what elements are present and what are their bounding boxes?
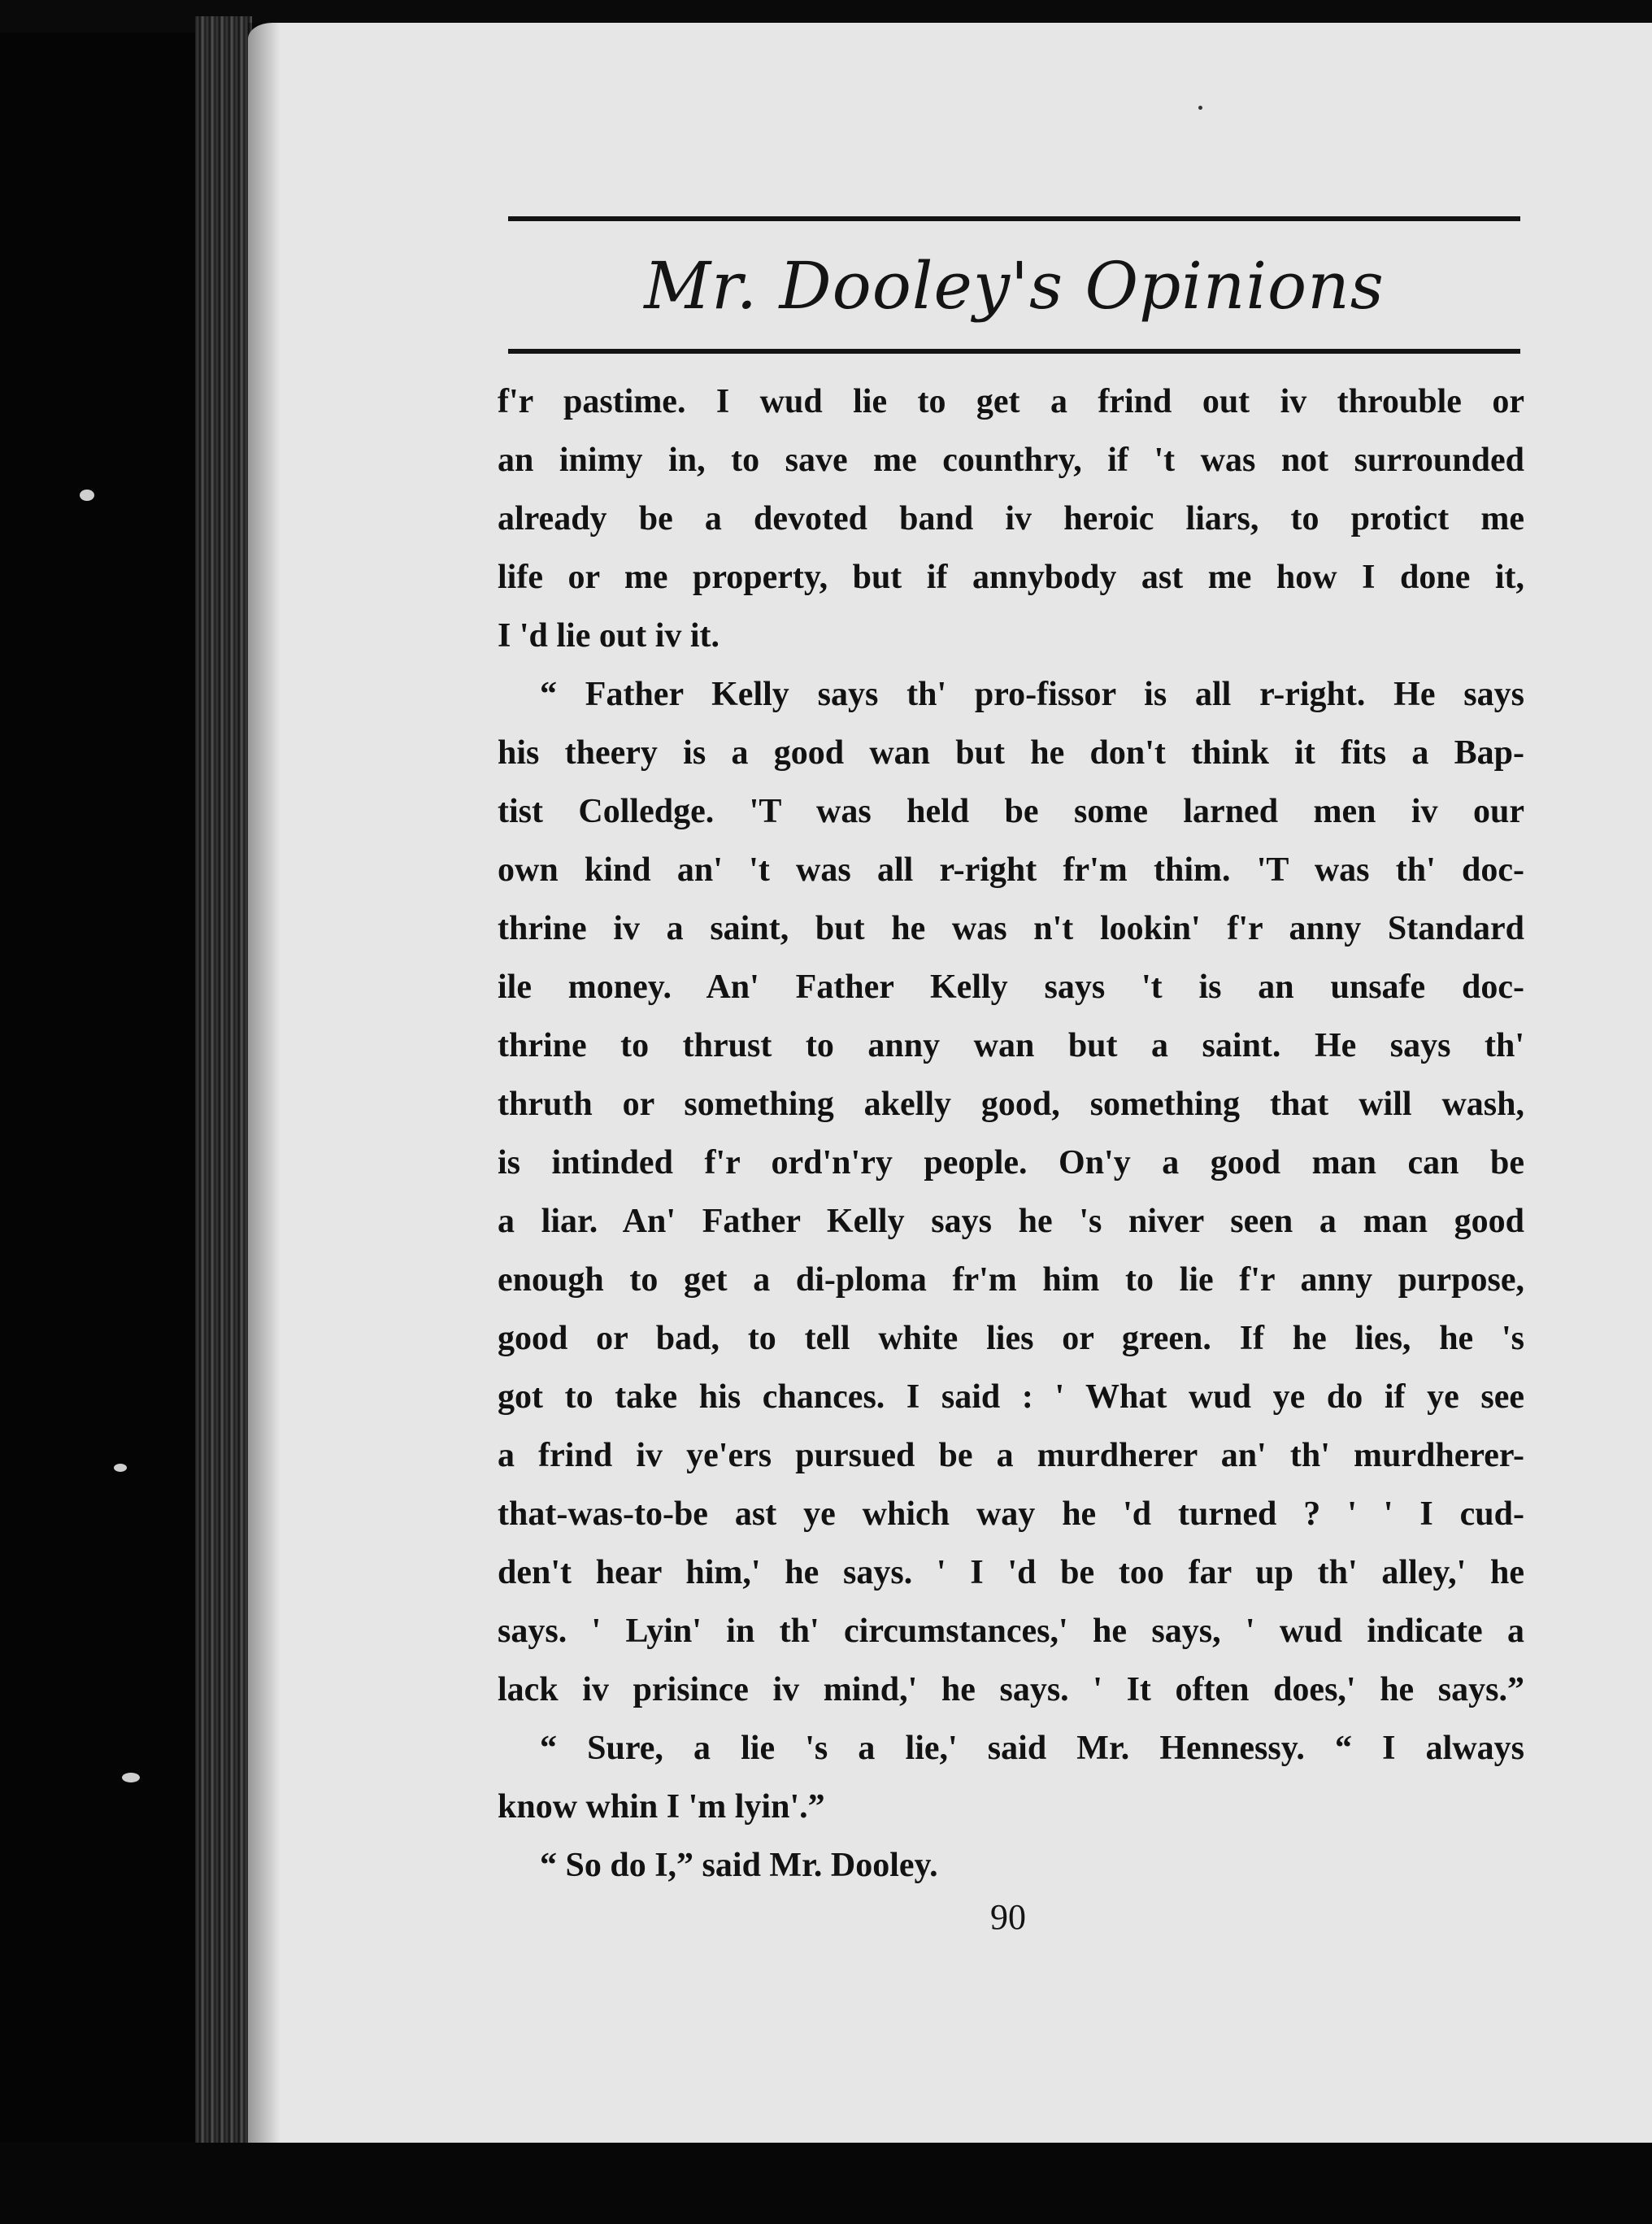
text-line: den't hear him,' he says. ' I 'd be too far up th' alley,' he	[498, 1554, 1524, 1591]
running-title: Mr. Dooley's Opinions	[644, 248, 1385, 324]
text-line: life or me property, but if annybody ast me how I done it,	[498, 559, 1524, 596]
body-text	[498, 372, 1524, 1895]
text-line: f'r pastime. I wud lie to get a frind out iv throuble or	[498, 383, 1524, 420]
scan-speck	[114, 1464, 127, 1472]
text-line: good or bad, to tell white lies or green. If he lies, he 's	[498, 1320, 1524, 1357]
text-line: “ Father Kelly says th' pro-fissor is all r-right. He says	[540, 676, 1524, 713]
text-line: thruth or something akelly good, something that will wash,	[498, 1086, 1524, 1123]
text-line: thrine to thrust to anny wan but a saint. He says th'	[498, 1027, 1524, 1064]
text-line: got to take his chances. I said : ' What wud ye do if ye see	[498, 1378, 1524, 1416]
scan-border-bottom	[0, 2143, 1652, 2224]
text-line: that-was-to-be ast ye which way he 'd turned ? ' ' I cud-	[498, 1495, 1524, 1533]
scan-speck	[80, 490, 94, 501]
text-line: ile money. An' Father Kelly says 't is an unsafe doc-	[498, 968, 1524, 1006]
page-number: 90	[990, 1897, 1026, 1937]
text-line: enough to get a di-ploma fr'm him to lie f'r anny purpose,	[498, 1261, 1524, 1299]
book-spine-edge	[195, 16, 252, 2147]
text-line: his theery is a good wan but he don't think it fits a Bap-	[498, 734, 1524, 772]
text-line: a frind iv ye'ers pursued be a murdherer an' th' murdherer-	[498, 1437, 1524, 1474]
text-line: says. ' Lyin' in th' circumstances,' he says, ' wud indicate a	[498, 1613, 1524, 1650]
page-gutter-shadow	[248, 23, 280, 2147]
text-line: an inimy in, to save me counthry, if 't was not surrounded	[498, 442, 1524, 479]
text-line: already be a devoted band iv heroic liars, to protict me	[498, 500, 1524, 538]
text-line: “ So do I,” said Mr. Dooley.	[540, 1847, 938, 1884]
text-line: a liar. An' Father Kelly says he 's niver seen a man good	[498, 1203, 1524, 1240]
scan-speck	[1198, 106, 1202, 110]
text-line: thrine iv a saint, but he was n't lookin' f'r anny Standard	[498, 910, 1524, 947]
header-rule-bottom	[508, 349, 1520, 354]
text-line: I 'd lie out iv it.	[498, 617, 720, 655]
text-line: own kind an' 't was all r-right fr'm thim. 'T was th' doc-	[498, 851, 1524, 889]
text-line: know whin I 'm lyin'.”	[498, 1788, 825, 1826]
text-line: is intinded f'r ord'n'ry people. On'y a good man can be	[498, 1144, 1524, 1182]
text-line: tist Colledge. 'T was held be some larned men iv our	[498, 793, 1524, 830]
text-line: lack iv prisince iv mind,' he says. ' It often does,' he says.”	[498, 1671, 1524, 1708]
text-line: “ Sure, a lie 's a lie,' said Mr. Hennessy. “ I always	[540, 1730, 1524, 1767]
header-rule-top	[508, 216, 1520, 221]
scan-speck	[122, 1773, 140, 1782]
